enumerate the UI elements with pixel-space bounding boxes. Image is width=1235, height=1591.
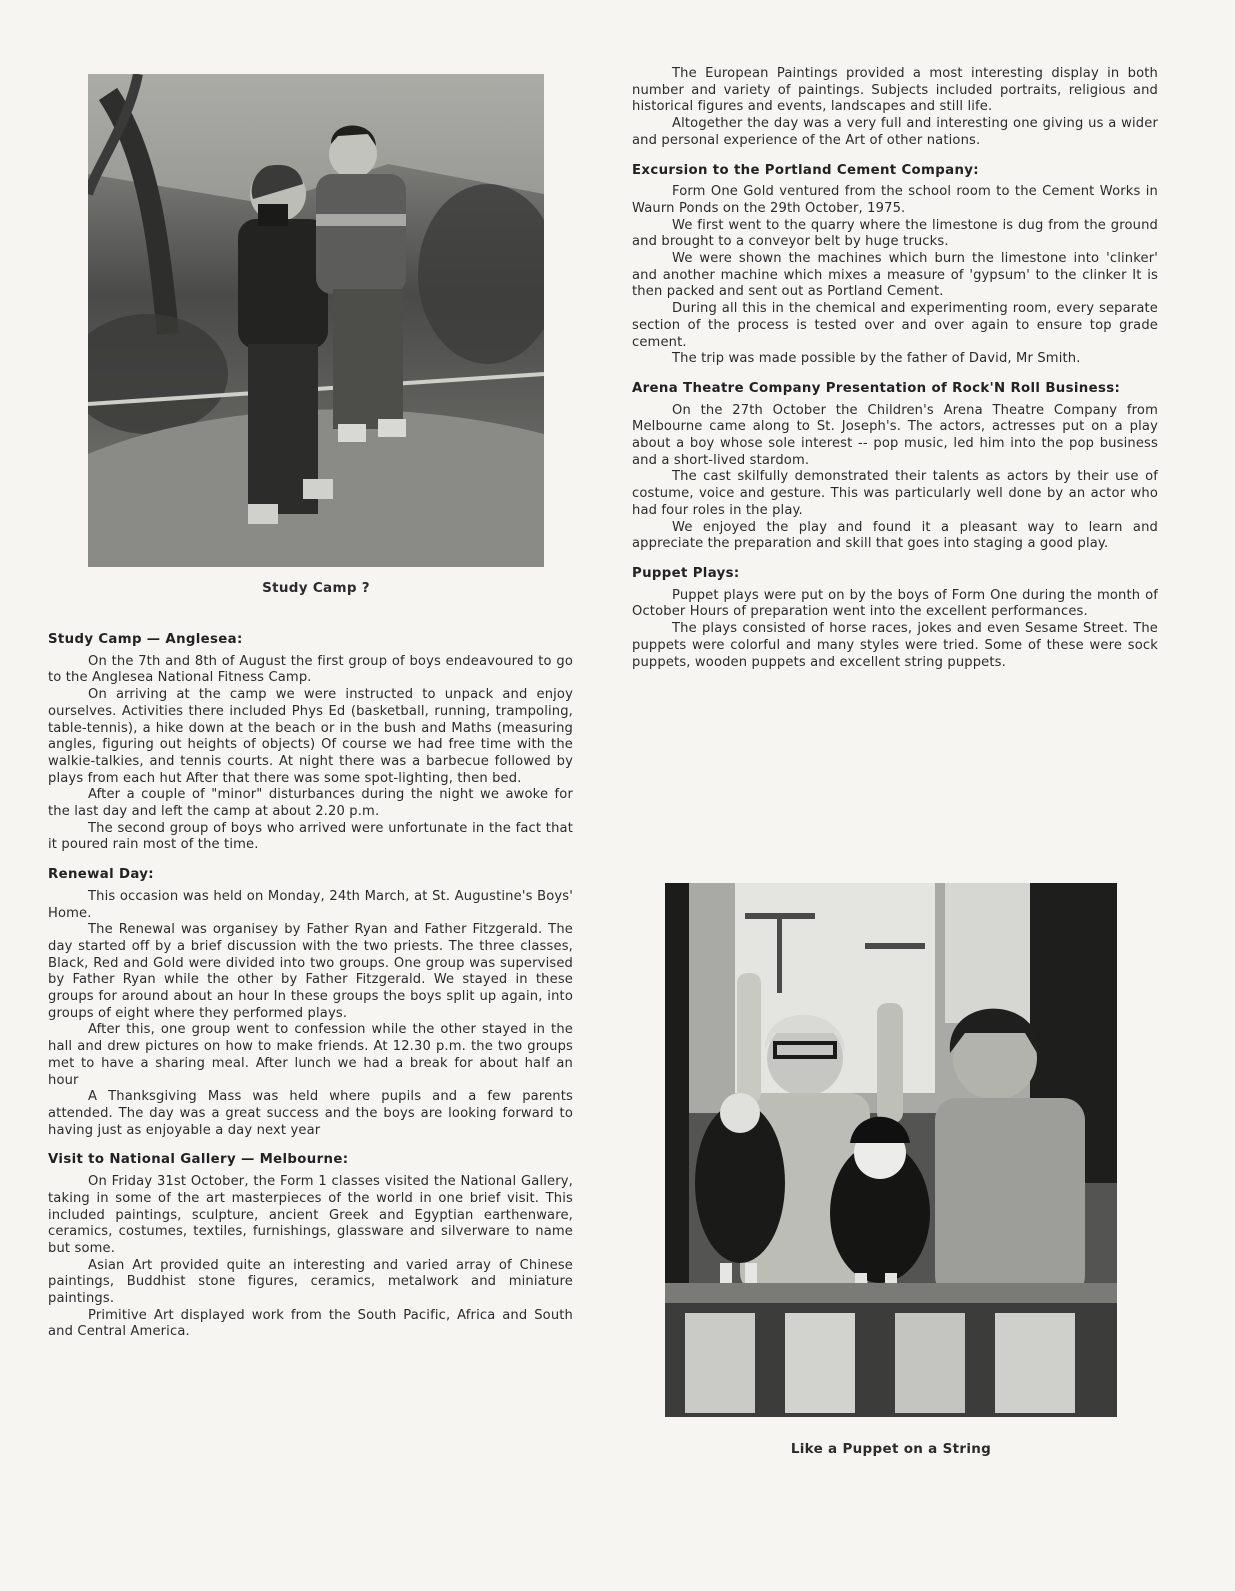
paragraph: On Friday 31st October, the Form 1 classes visited the National Gallery, taking in some of the art masterpieces of the world in one brief visit. This included paintings, sculpture, ancient Greek and Egyptian earthenware, ceramics, costumes, textiles, furnishings, glassware and silverware to name but some. bbox=[48, 1174, 573, 1256]
puppets-photo bbox=[665, 883, 1117, 1417]
section-cement-excursion bbox=[632, 163, 1158, 368]
paragraph: We were shown the machines which burn the limestone into 'clinker' and another machine which mixes a measure of 'gypsum' to the clinker It is then packed and sent out as Portland Cement. bbox=[632, 251, 1158, 300]
section-heading: Excursion to the Portland Cement Company: bbox=[632, 162, 979, 178]
paragraph: Form One Gold ventured from the school room to the Cement Works in Waurn Ponds on the 29th October, 1975. bbox=[632, 184, 1158, 216]
section-heading: Puppet Plays: bbox=[632, 565, 740, 581]
study-camp-caption: Study Camp ? bbox=[262, 580, 370, 596]
left-column bbox=[48, 632, 573, 1354]
paragraph: During all this in the chemical and experimenting room, every separate section of the process is tested over and over again to ensure top grade cement. bbox=[632, 301, 1158, 350]
paragraph: On the 7th and 8th of August the first group of boys endeavoured to go to the Anglesea National Fitness Camp. bbox=[48, 653, 573, 686]
paragraph: After this, one group went to confession while the other stayed in the hall and drew pictures on how to make friends. At 12.30 p.m. the two groups met to have a sharing meal. After lunch we had a break for about half an hour bbox=[48, 1022, 573, 1088]
section-heading: Visit to National Gallery — Melbourne: bbox=[48, 1152, 349, 1168]
section-heading: Arena Theatre Company Presentation of Rock'N Roll Business: bbox=[632, 380, 1121, 396]
paragraph: After a couple of "minor" disturbances during the night we awoke for the last day and left the camp at about 2.20 p.m. bbox=[48, 787, 573, 820]
section-puppet-plays bbox=[632, 566, 1158, 671]
section-arena-theatre bbox=[632, 381, 1158, 553]
section-renewal-day bbox=[48, 867, 573, 1139]
section-gallery-continued bbox=[632, 66, 1158, 150]
paragraph: This occasion was held on Monday, 24th March, at St. Augustine's Boys' Home. bbox=[48, 888, 573, 921]
section-heading: Renewal Day: bbox=[48, 867, 154, 883]
paragraph: A Thanksgiving Mass was held where pupils and a few parents attended. The day was a great success and the boys are looking forward to having just as enjoyable a day next year bbox=[48, 1089, 573, 1138]
paragraph: We enjoyed the play and found it a pleasant way to learn and appreciate the preparation and skill that goes into staging a good play. bbox=[632, 519, 1158, 552]
paragraph: We first went to the quarry where the limestone is dug from the ground and brought to a conveyor belt by huge trucks. bbox=[632, 217, 1158, 250]
study-camp-photo bbox=[88, 74, 544, 567]
paragraph: The trip was made possible by the father of David, Mr Smith. bbox=[672, 351, 1081, 367]
paragraph: On arriving at the camp we were instructed to unpack and enjoy ourselves. Activities there included Phys Ed (basketball, running, trampoling, table-tennis), a hike down at the beach or in the bush and Maths (measuring angles, figuring out heights of objects) Of course we had free time with the walkie-talkies, and tennis courts. At night there was a barbecue followed by plays from each hut After that there was some spot-lighting, then bed. bbox=[48, 687, 573, 786]
section-study-camp bbox=[48, 632, 573, 854]
paragraph: Primitive Art displayed work from the South Pacific, Africa and South and Central America. bbox=[48, 1307, 573, 1340]
paragraph: The cast skilfully demonstrated their talents as actors by their use of costume, voice and gesture. This was particularly well done by an actor who had four roles in the play. bbox=[632, 469, 1158, 518]
section-heading: Study Camp — Anglesea: bbox=[48, 632, 243, 647]
paragraph: On the 27th October the Children's Arena Theatre Company from Melbourne came along to St. Joseph's. The actors, actresses put on a play about a boy whose sole interest -- pop music, led him into the pop business and a short-lived stardom. bbox=[632, 402, 1158, 468]
section-national-gallery bbox=[48, 1152, 573, 1341]
paragraph: Asian Art provided quite an interesting and varied array of Chinese paintings, Buddhist stone figures, ceramics, metalwork and miniature paintings. bbox=[48, 1257, 573, 1307]
puppets-caption: Like a Puppet on a String bbox=[790, 1441, 992, 1457]
paragraph: The second group of boys who arrived were unfortunate in the fact that it poured rain most of the time. bbox=[48, 820, 573, 853]
paragraph: The European Paintings provided a most interesting display in both number and variety of paintings. Subjects included portraits, religious and historical figures and events, landscapes and still life. bbox=[632, 66, 1158, 115]
paragraph: Puppet plays were put on by the boys of Form One during the month of October Hours of preparation went into the excellent performances. bbox=[632, 587, 1158, 620]
right-column bbox=[632, 66, 1158, 684]
paragraph: Altogether the day was a very full and interesting one giving us a wider and personal experience of the Art of other nations. bbox=[632, 116, 1158, 148]
paragraph: The Renewal was organisey by Father Ryan and Father Fitzgerald. The day started off by a brief discussion with the two priests. The three classes, Black, Red and Gold were divided into two groups. One group was supervised by Father Ryan while the other by Father Fitzgerald. We stayed in these groups for around about an hour In these groups the boys split up again, into groups of eight where they performed plays. bbox=[48, 922, 573, 1021]
paragraph: The plays consisted of horse races, jokes and even Sesame Street. The puppets were colorful and many styles were tried. Some of these were sock puppets, wooden puppets and excellent string puppets. bbox=[632, 621, 1158, 670]
